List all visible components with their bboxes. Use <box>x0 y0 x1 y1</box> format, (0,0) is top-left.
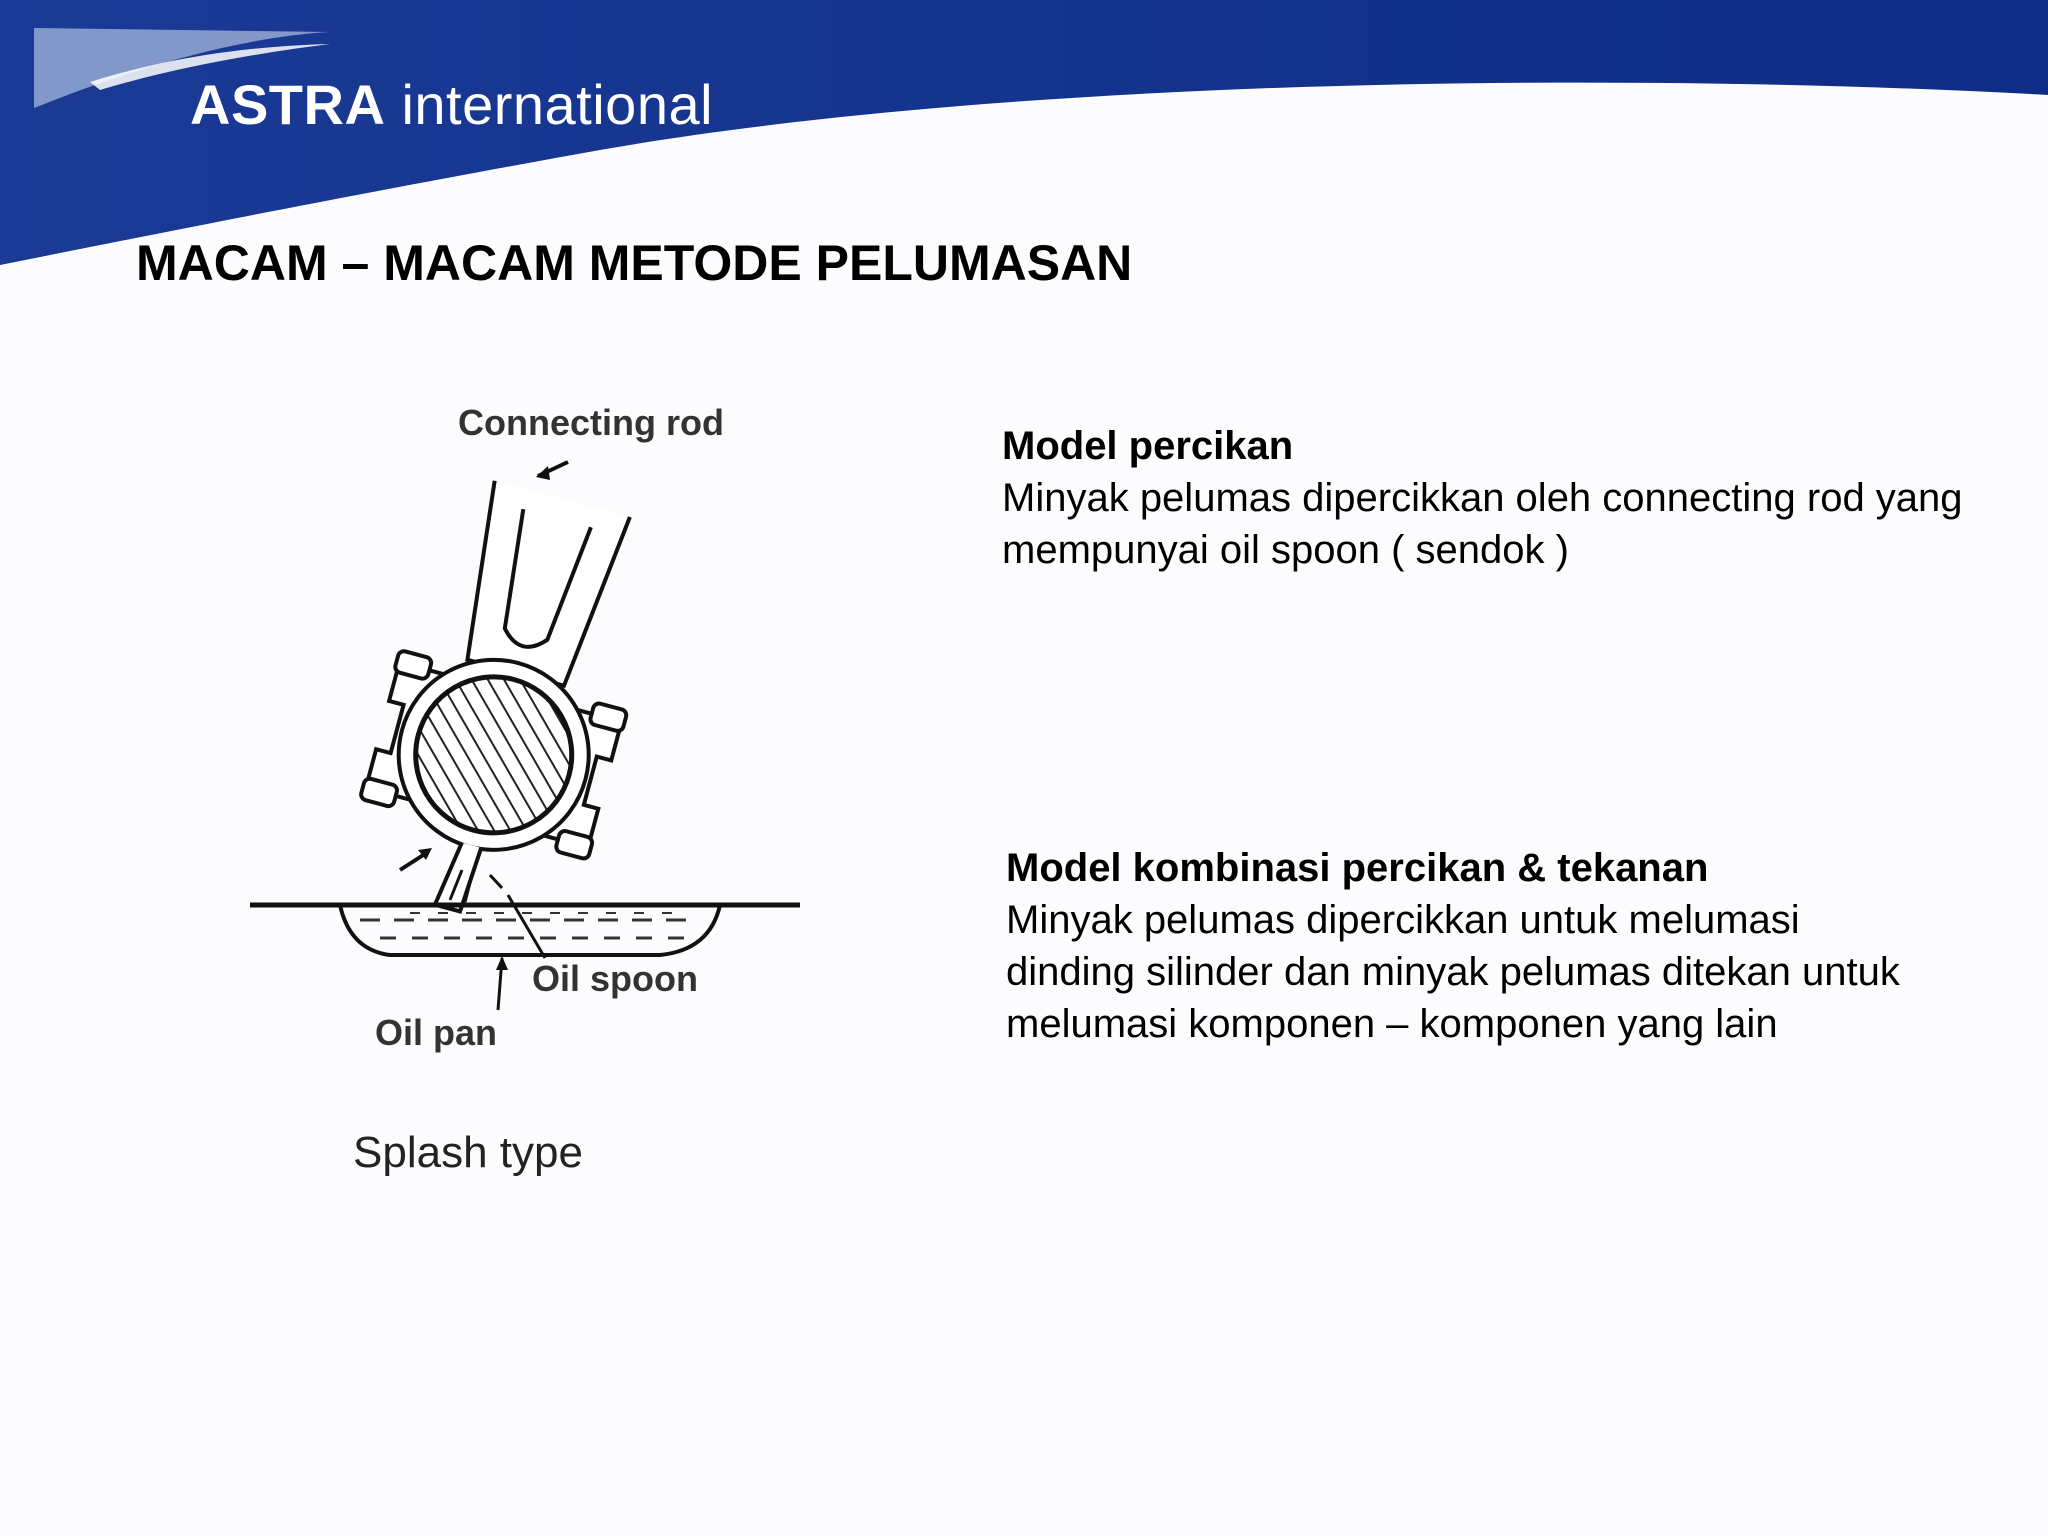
oil-spoon-label: Oil spoon <box>532 958 698 999</box>
figure-caption: Splash type <box>353 1128 583 1177</box>
astra-logo <box>190 72 713 137</box>
logo-name-light: international <box>385 73 714 136</box>
section-model-kombinasi <box>1006 842 1906 1050</box>
connecting-rod-label: Connecting rod <box>458 402 724 443</box>
oil-pan-label: Oil pan <box>375 1012 498 1053</box>
section-body: Minyak pelumas dipercikkan oleh connecting rod yang mempunyai oil spoon ( sendok ) <box>1002 476 1963 572</box>
section-model-percikan <box>1002 420 1982 576</box>
section-body: Minyak pelumas dipercikkan untuk melumasi dinding silinder dan minyak pelumas ditekan untuk melumasi komponen – komponen yang lain <box>1006 898 1900 1046</box>
section-heading: Model percikan <box>1002 424 1294 468</box>
page-title: MACAM – MACAM METODE PELUMASAN <box>136 235 1133 291</box>
section-heading: Model kombinasi percikan & tekanan <box>1006 846 1709 890</box>
splash-type-figure <box>240 390 840 1210</box>
connecting-rod-diagram <box>240 390 840 1210</box>
logo-name-bold: ASTRA <box>190 73 386 136</box>
